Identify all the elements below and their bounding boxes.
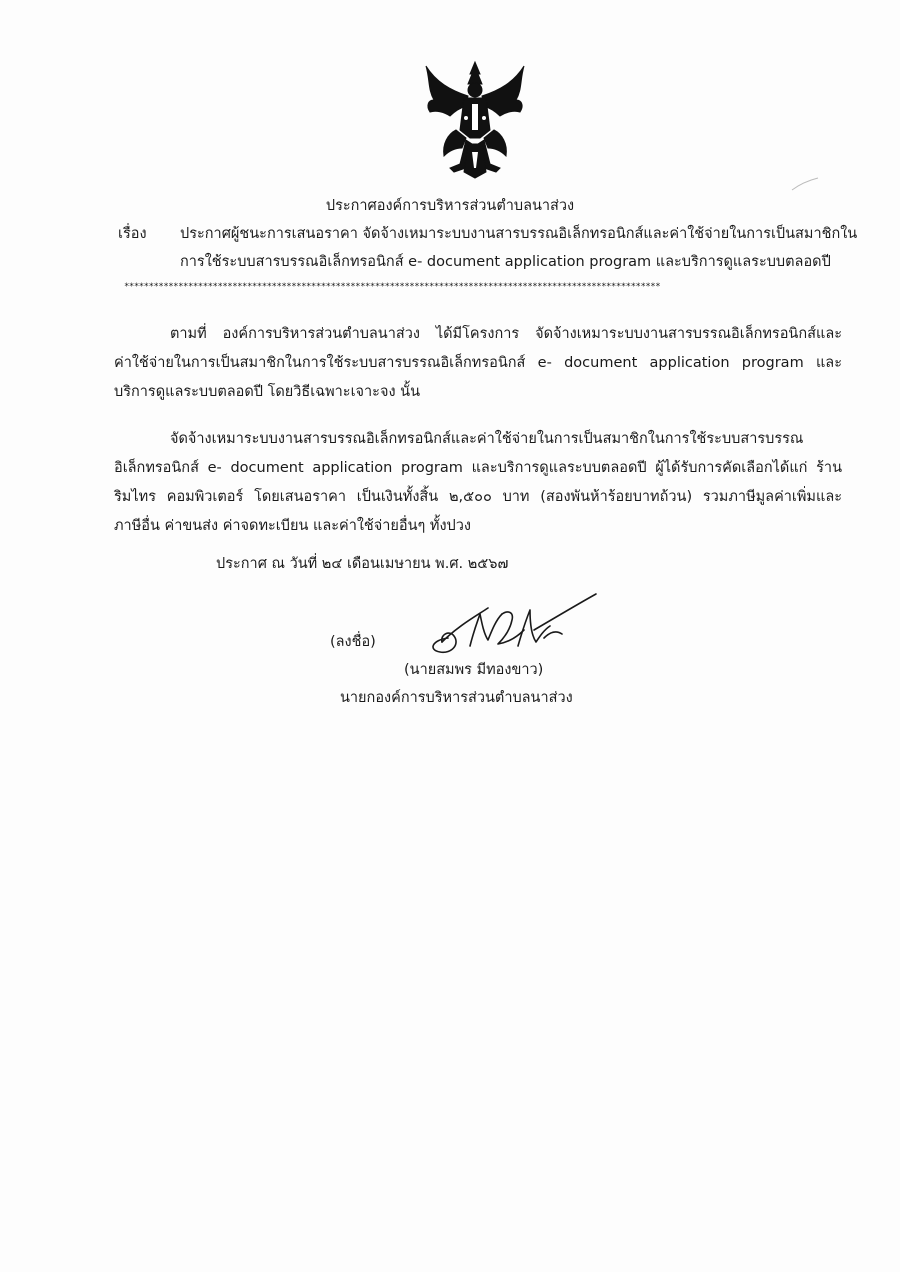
signatory-position: นายกองค์การบริหารส่วนตำบลนาส่วง	[340, 690, 573, 706]
paragraph-1-line-1: ตามที่ องค์การบริหารส่วนตำบลนาส่วง ได้มีโครงการ จัดจ้างเหมาระบบงานสารบรรณอิเล็กทรอนิกส์และ	[170, 326, 842, 342]
paragraph-2-line-3: ริมไทร คอมพิวเตอร์ โดยเสนอราคา เป็นเงินทั้งสิ้น ๒,๕๐๐ บาท (สองพันห้าร้อยบาทถ้วน) รวมภาษีมูลค่าเพิ่มและ	[114, 489, 842, 505]
garuda-emblem-icon	[420, 60, 530, 180]
announcement-date: ประกาศ ณ วันที่ ๒๔ เดือนเมษายน พ.ศ. ๒๕๖๗	[216, 556, 509, 572]
scan-mark-icon	[790, 176, 820, 192]
paragraph-2-line-4: ภาษีอื่น ค่าขนส่ง ค่าจดทะเบียน และค่าใช้จ่ายอื่นๆ ทั้งปวง	[114, 518, 471, 534]
subject-line-2: การใช้ระบบสารบรรณอิเล็กทรอนิกส์ e- document application program และบริการดูแลระบบตลอดปี	[180, 254, 831, 270]
handwritten-signature-icon	[418, 590, 608, 660]
paragraph-2-line-1: จัดจ้างเหมาระบบงานสารบรรณอิเล็กทรอนิกส์และค่าใช้จ่ายในการเป็นสมาชิกในการใช้ระบบสารบรรณ	[170, 431, 804, 447]
subject-label: เรื่อง	[118, 226, 147, 242]
paragraph-1-line-3: บริการดูแลระบบตลอดปี โดยวิธีเฉพาะเจาะจง นั้น	[114, 384, 420, 400]
subject-line-1: ประกาศผู้ชนะการเสนอราคา จัดจ้างเหมาระบบงานสารบรรณอิเล็กทรอนิกส์และค่าใช้จ่ายในการเป็นสมาชิกใน	[180, 226, 858, 242]
signatory-name: (นายสมพร มีทองขาว)	[404, 662, 544, 678]
signature-label: (ลงชื่อ)	[330, 634, 376, 650]
paragraph-1-line-2: ค่าใช้จ่ายในการเป็นสมาชิกในการใช้ระบบสารบรรณอิเล็กทรอนิกส์ e- document application program และ	[114, 355, 842, 371]
document-title: ประกาศองค์การบริหารส่วนตำบลนาส่วง	[325, 198, 575, 214]
separator-line: *************************************************************************************************************	[124, 282, 661, 292]
paragraph-2-line-2: อิเล็กทรอนิกส์ e- document application program และบริการดูแลระบบตลอดปี ผู้ได้รับการคัดเลือกได้แก่ ร้าน	[114, 460, 842, 476]
